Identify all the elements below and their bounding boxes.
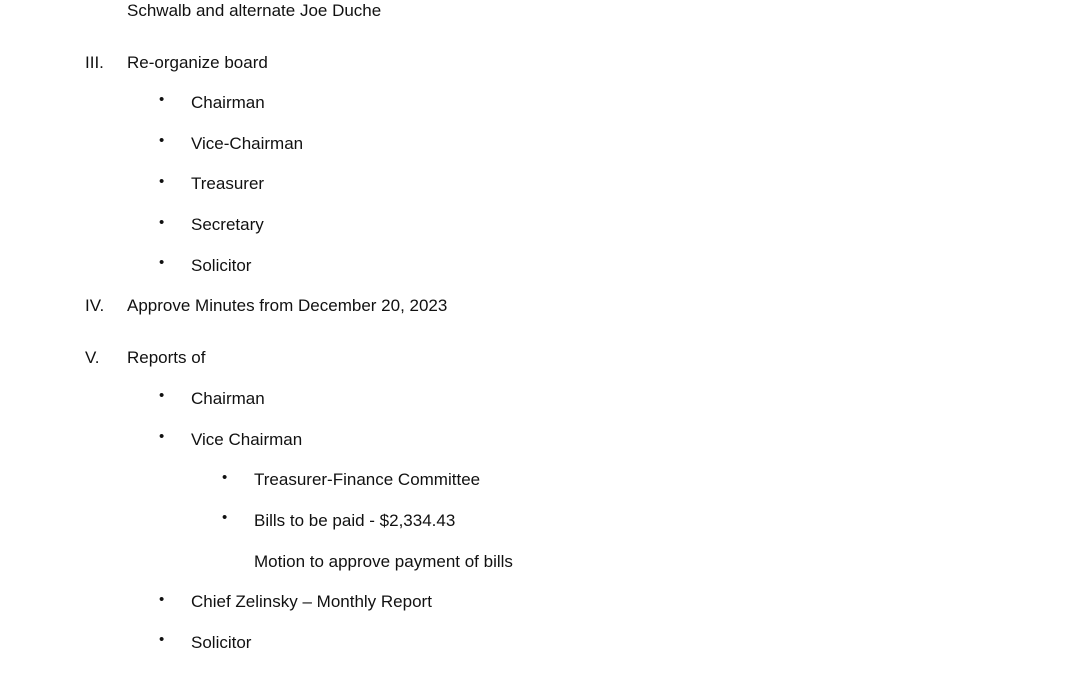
list-item: Chairman (191, 389, 265, 408)
section-numeral: IV. (85, 296, 105, 315)
bullet-icon: • (222, 469, 228, 486)
section-numeral: V. (85, 348, 100, 367)
continuation-text: Schwalb and alternate Joe Duche (127, 1, 382, 20)
bullet-icon: • (159, 91, 165, 108)
section-numeral: III. (85, 53, 104, 72)
bullet-icon: • (159, 428, 165, 445)
section-title: Reports of (127, 348, 206, 367)
sub-note: Motion to approve payment of bills (254, 552, 513, 571)
sub-list-item: Bills to be paid - $2,334.43 (254, 511, 456, 530)
list-item: Chief Zelinsky – Monthly Report (191, 592, 432, 611)
list-item: Secretary (191, 215, 264, 234)
bullet-icon: • (222, 509, 228, 526)
list-item: Solicitor (191, 256, 252, 275)
sub-list-item: Treasurer-Finance Committee (254, 470, 481, 489)
list-item: Treasurer (191, 174, 265, 193)
list-item: Vice Chairman (191, 430, 303, 449)
bullet-icon: • (159, 591, 165, 608)
bullet-icon: • (159, 173, 165, 190)
bullet-icon: • (159, 387, 165, 404)
list-item: Chairman (191, 93, 265, 112)
bullet-icon: • (159, 214, 165, 231)
list-item: Vice-Chairman (191, 134, 304, 153)
list-item: Solicitor (191, 633, 252, 652)
bullet-icon: • (159, 254, 165, 271)
bullet-icon: • (159, 631, 165, 648)
bullet-icon: • (159, 132, 165, 149)
section-title: Re-organize board (127, 53, 268, 72)
section-title: Approve Minutes from December 20, 2023 (127, 296, 448, 315)
